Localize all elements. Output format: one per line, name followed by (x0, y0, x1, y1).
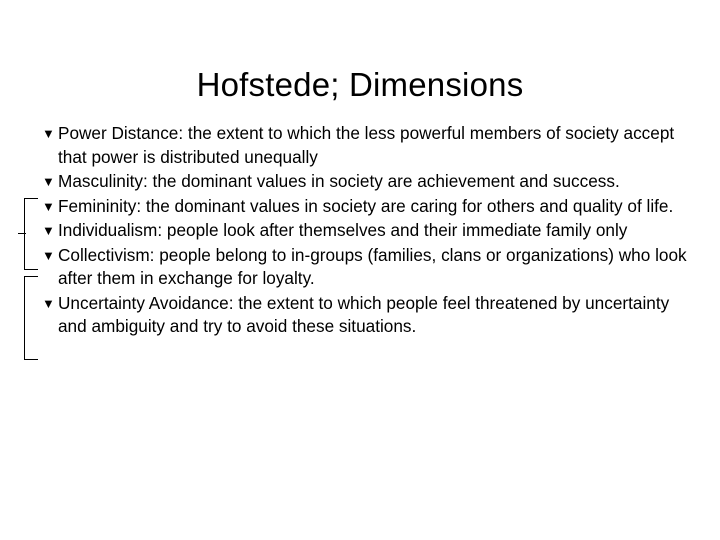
grouping-bracket-masculinity-femininity (24, 198, 38, 270)
list-item (42, 219, 694, 243)
list-item-text: Femininity: the dominant values in society are caring for others and quality of life. (58, 195, 674, 216)
triangle-bullet-icon: ▼ (42, 174, 55, 189)
bullet-list (42, 122, 694, 340)
triangle-bullet-icon: ▼ (42, 198, 55, 214)
grouping-bracket-tick (18, 233, 26, 234)
list-item-text: Masculinity: the dominant values in society are achievement and success. (58, 171, 620, 191)
grouping-bracket-individualism-collectivism (24, 276, 38, 360)
triangle-bullet-icon: ▼ (42, 247, 55, 263)
triangle-bullet-icon: ▼ (42, 223, 55, 238)
list-item (42, 195, 694, 219)
list-item-text: Uncertainty Avoidance: the extent to which people feel threatened by uncertainty and ambiguity and try to avoid these situations. (58, 292, 670, 336)
list-item (42, 122, 694, 169)
list-item-text: Individualism: people look after themselves and their immediate family only (58, 220, 628, 240)
list-item-text: Power Distance: the extent to which the less powerful members of society accept that power is distributed unequally (58, 123, 675, 167)
triangle-bullet-icon: ▼ (42, 126, 55, 141)
list-item (42, 292, 694, 339)
page-title: Hofstede; Dimensions (196, 66, 524, 104)
triangle-bullet-icon: ▼ (42, 295, 55, 311)
list-item (42, 244, 694, 291)
list-item-text: Collectivism: people belong to in-groups (families, clans or organizations) who look after them in exchange for loyalty. (58, 244, 687, 288)
list-item (42, 170, 694, 194)
